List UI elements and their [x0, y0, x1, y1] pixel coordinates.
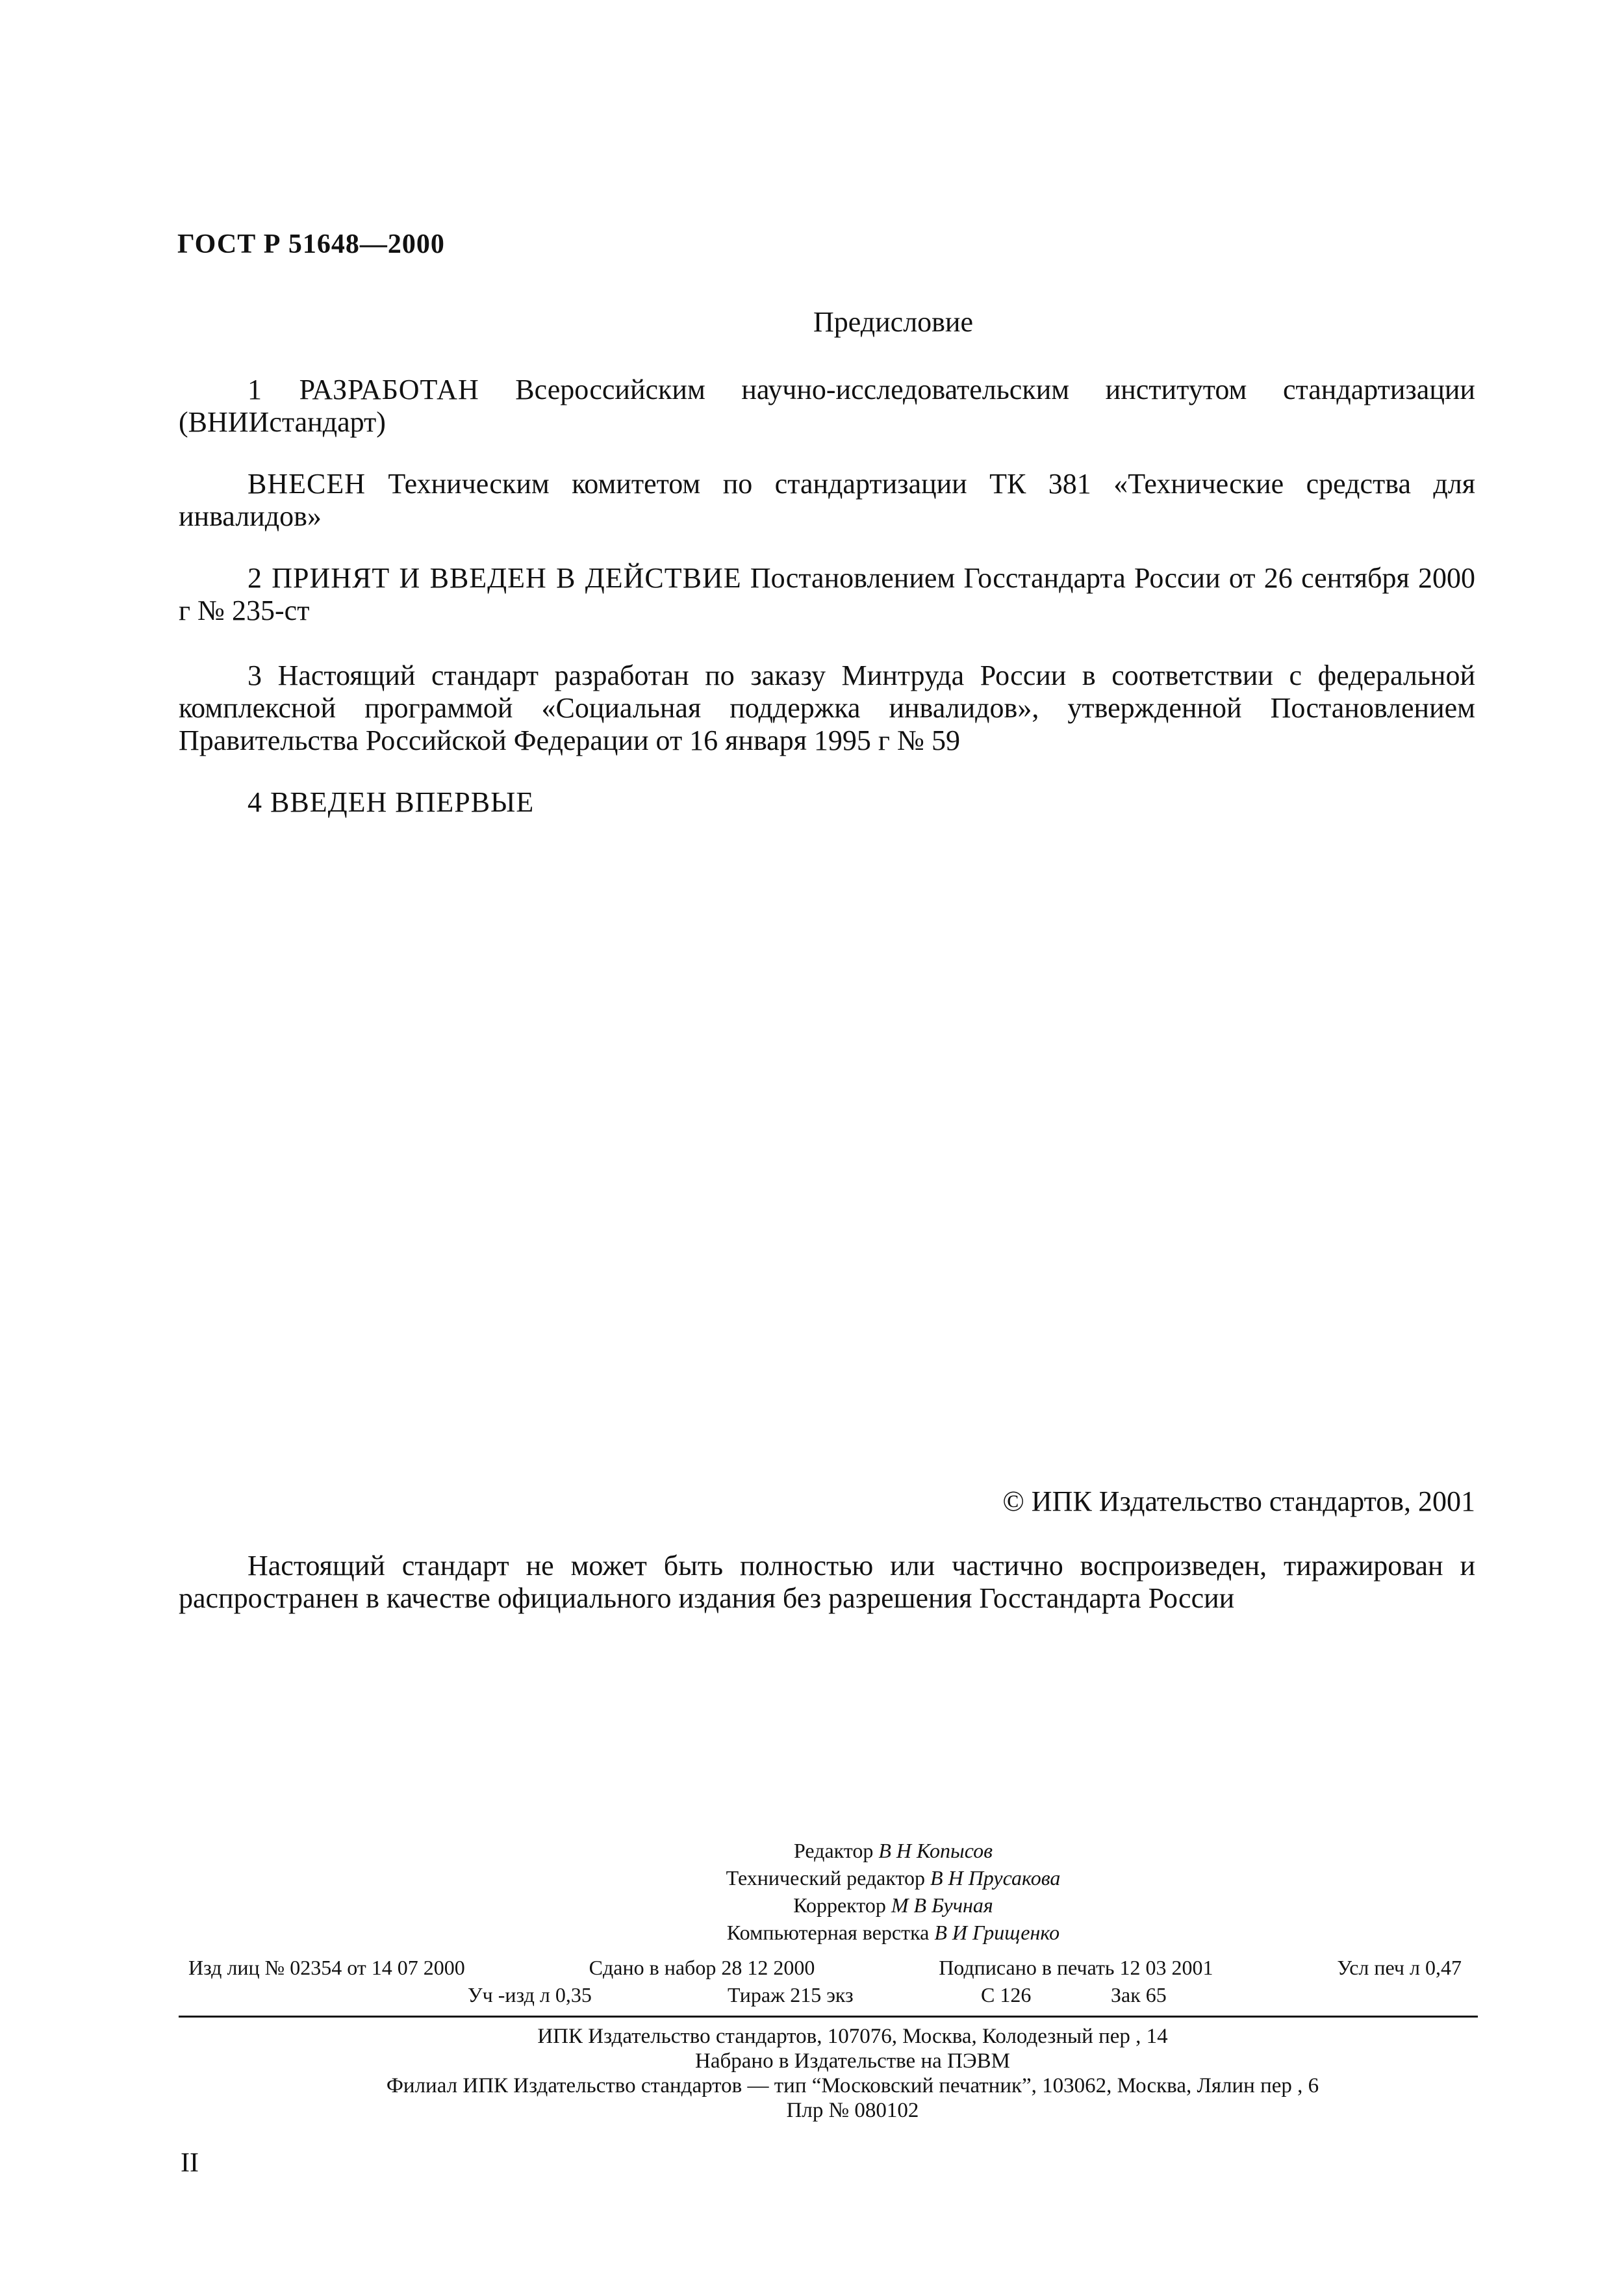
- foreword-paragraph: [179, 374, 1475, 439]
- reproduction-notice: Настоящий стандарт не может быть полностью или частично воспроизведен, тиражирован и распространен в качестве официального издания без разрешения Госстандарта России: [179, 1550, 1475, 1614]
- foreword-paragraph: [179, 562, 1475, 627]
- typeset-date: Сдано в набор 28 12 2000: [589, 1956, 815, 1979]
- credit-role: Технический редактор: [726, 1866, 931, 1890]
- document-number: ГОСТ Р 51648—2000: [177, 229, 445, 259]
- copyright-notice: © ИПК Издательство стандартов, 2001: [1002, 1485, 1475, 1517]
- publishing-details-row: [188, 1956, 1462, 1980]
- paragraph-text: Техническим комитетом по стандартизации ТК 381 «Технические средства для инвалидов»: [179, 468, 1475, 532]
- divider-line: [179, 2016, 1478, 2018]
- credit-role: Редактор: [794, 1839, 879, 1862]
- paragraph-text: 3 Настоящий стандарт разработан по заказу Минтруда России в соответствии с федеральной комплексной программой «Социальная поддержка инвалидов», утвержденной Постановлением Правительства Российской Федерации от 16 января 1995 г № 59: [179, 660, 1475, 756]
- credit-name: М В Бучная: [891, 1893, 993, 1917]
- credit-tech-editor: [0, 1864, 1624, 1891]
- c-number: С 126: [981, 1983, 1032, 2006]
- credit-name: В Н Копысов: [878, 1839, 993, 1862]
- publisher-license: Изд лиц № 02354 от 14 07 2000: [188, 1956, 465, 1979]
- credits-block: [0, 1837, 1624, 1946]
- imprint-block: [0, 2024, 1624, 2123]
- publishing-details-row: [468, 1983, 1167, 2007]
- signed-to-print-date: Подписано в печать 12 03 2001: [939, 1956, 1213, 1979]
- foreword-title: Предисловие: [813, 306, 973, 338]
- foreword-paragraph: [179, 468, 1475, 533]
- imprint-line: Набрано в Издательстве на ПЭВМ: [695, 2049, 1010, 2073]
- credit-name: В И Грищенко: [934, 1921, 1060, 1944]
- imprint-line: Плр № 080102: [786, 2099, 919, 2122]
- circulation: Тираж 215 экз: [728, 1983, 854, 2006]
- order-number: Зак 65: [1111, 1983, 1167, 2006]
- paragraph-lead: ВНЕСЕН: [247, 468, 366, 500]
- imprint-line: ИПК Издательство стандартов, 107076, Москва, Колодезный пер , 14: [537, 2025, 1168, 2048]
- paragraph-lead: 2 ПРИНЯТ И ВВЕДЕН В ДЕЙСТВИЕ: [247, 562, 742, 594]
- paragraph-text: Всероссийским научно-исследовательским институтом стандартизации (ВНИИстандарт): [179, 374, 1475, 438]
- paragraph-text: Постановлением Госстандарта России от 26 сентября 2000 г № 235-ст: [179, 562, 1475, 626]
- page-number: II: [181, 2148, 199, 2178]
- paragraph-lead: 4 ВВЕДЕН ВПЕРВЫЕ: [247, 786, 535, 818]
- credit-layout: [0, 1919, 1624, 1946]
- credit-editor: [0, 1837, 1624, 1864]
- credit-proofreader: [0, 1891, 1624, 1919]
- imprint-line: Филиал ИПК Издательство стандартов — тип “Московский печатник”, 103062, Москва, Лялин пер , 6: [386, 2074, 1319, 2097]
- credit-role: Компьютерная верстка: [726, 1921, 935, 1944]
- foreword-paragraph: [179, 786, 1475, 819]
- credit-role: Корректор: [793, 1893, 891, 1917]
- credit-name: В Н Прусакова: [930, 1866, 1061, 1890]
- print-sheets: Усл печ л 0,47: [1337, 1956, 1462, 1979]
- foreword-paragraph: [179, 660, 1475, 757]
- paragraph-lead: 1 РАЗРАБОТАН: [247, 374, 479, 405]
- publisher-sheets: Уч -изд л 0,35: [468, 1983, 592, 2006]
